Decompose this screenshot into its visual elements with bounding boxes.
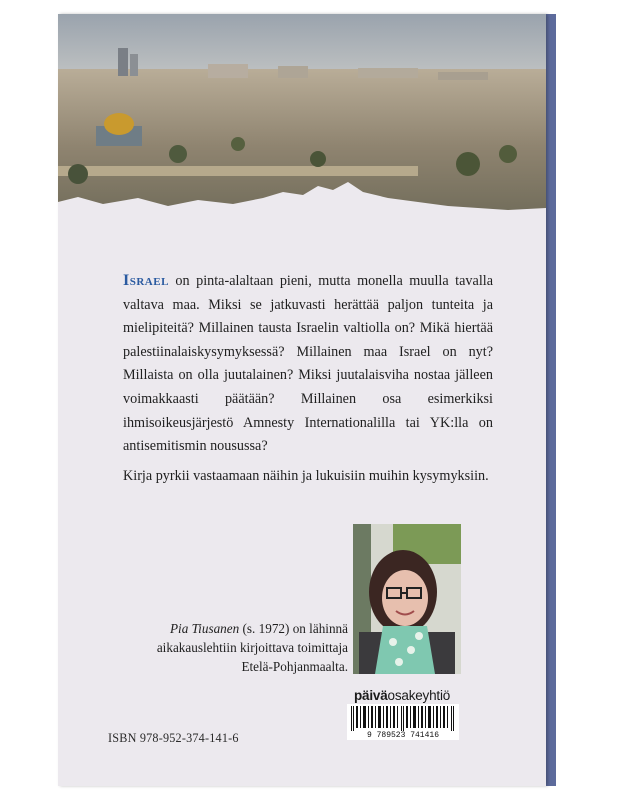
description-text [123,269,493,488]
publisher-name-rest: osakeyhtiö [387,688,451,703]
author-bio-text: (s. 1972) on lähinnä aikakauslehtiin kirjoittava toimittaja Etelä-Pohjanmaalta. [156,621,348,674]
cover-panel [58,14,546,786]
description-paragraph-1 [123,269,493,459]
barcode-number: 9 789523 741416 [366,731,439,740]
isbn-text: ISBN 978-952-374-141-6 [108,731,239,745]
author-name: Pia Tiusanen [169,621,240,636]
publisher-name-bold: päivä [354,688,388,703]
paragraph-1-body: on pinta-alaltaan pieni, mutta monella muulla tavalla valtava maa. Miksi se jatkuvasti herättää paljon tunteita ja mielipiteitä? Millainen tausta Israelin valtiolla on? Mikä hiertää palestiinalaiskysymyksessä? Millainen maa Israel on nyt? Millaista on olla juutalainen? Miksi juutalaisviha nostaa jälleen voimakkaasti päätään? Millainen osa esimerkiksi ihmisoikeusjärjestö Amnesty Internationalilla tai YK:lla on antisemitismin nousussa? [123,273,493,455]
lead-word-israel: Israel [123,272,169,289]
book-back-cover [58,14,556,786]
jerusalem-photo [58,14,546,224]
author-bio [148,619,348,676]
description-paragraph-2: Kirja pyrkii vastaamaan näihin ja lukuisiin muihin kysymyksiin. [123,467,489,484]
publisher-logo [354,688,450,703]
barcode [347,704,459,740]
author-photo [353,524,461,674]
barcode-icon [347,704,459,731]
